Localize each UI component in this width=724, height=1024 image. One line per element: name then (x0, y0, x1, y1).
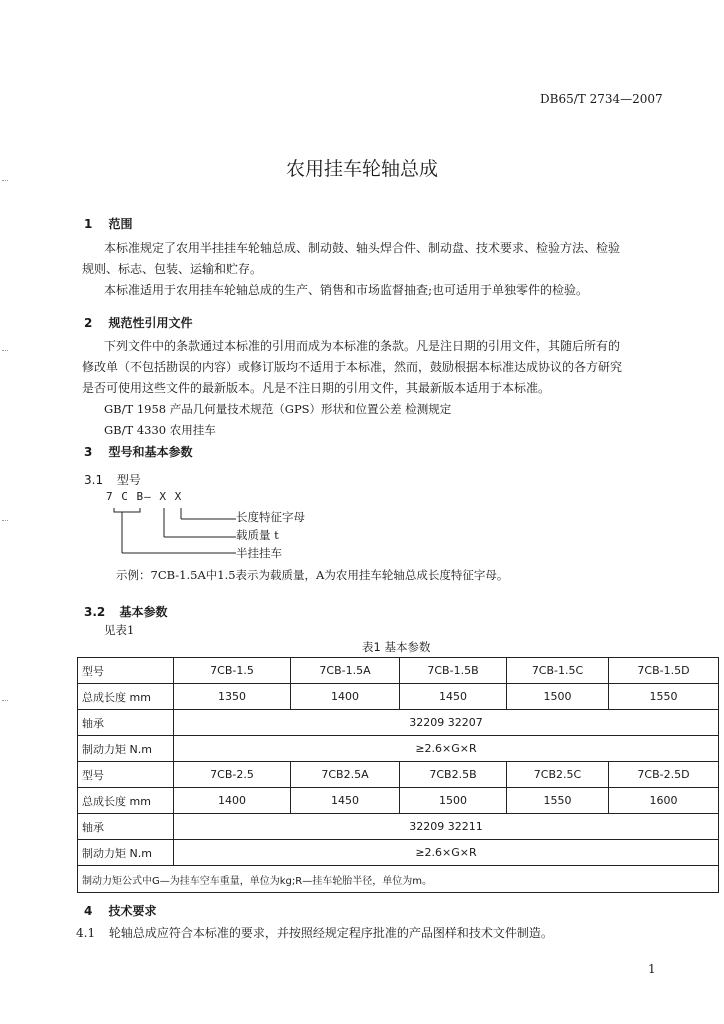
row-label-length: 总成长度 mm (78, 788, 174, 814)
table-cell-model: 7CB-1.5A (291, 658, 400, 684)
table-row (78, 840, 719, 866)
scan-edge-mark (2, 350, 8, 351)
scan-edge-mark (2, 520, 8, 521)
section-title: 型号和基本参数 (108, 445, 193, 459)
clause-text: 轮轴总成应符合本标准的要求，并按照经规定程序批准的产品图样和技术文件制造。 (108, 926, 553, 940)
table-cell-length: 1450 (291, 788, 400, 814)
table-cell-length: 1400 (174, 788, 291, 814)
section-title: 规范性引用文件 (108, 316, 193, 330)
table-cell-model: 7CB-1.5D (609, 658, 719, 684)
section-title: 范围 (108, 217, 133, 231)
table-row (78, 788, 719, 814)
table-row (78, 658, 719, 684)
section-number: 2 (84, 316, 93, 330)
subsection-3-2-heading (84, 603, 167, 620)
section-4-heading (84, 902, 157, 919)
paragraph-line: 是否可使用这些文件的最新版本。凡是不注日期的引用文件，其最新版本适用于本标准。 (82, 381, 551, 395)
table-note: 制动力矩公式中G—为挂车空车重量，单位为kg;R—挂车轮胎半径，单位为m。 (78, 866, 719, 893)
table-cell-model: 7CB-1.5 (174, 658, 291, 684)
subsection-number: 3.2 (84, 605, 106, 619)
table-cell-length: 1500 (400, 788, 507, 814)
clause-4-1 (76, 923, 553, 944)
subsection-number: 3.1 (84, 473, 104, 487)
table-cell-length: 1450 (400, 684, 507, 710)
row-label-length: 总成长度 mm (78, 684, 174, 710)
table-row (78, 814, 719, 840)
table-caption: 表1 基本参数 (362, 640, 431, 654)
see-table-text: 见表1 (104, 623, 135, 637)
code-label-length: 长度特征字母 (236, 510, 305, 524)
row-label-model: 型号 (78, 658, 174, 684)
row-label-bearing: 轴承 (78, 710, 174, 736)
table-cell-length: 1550 (507, 788, 609, 814)
reference-item: GB/T 4330 农用挂车 (104, 423, 216, 437)
table-cell-length: 1550 (609, 684, 719, 710)
document-id: DB65/T 2734—2007 (540, 92, 663, 106)
subsection-3-1-heading (84, 471, 141, 488)
table-cell-length: 1600 (609, 788, 719, 814)
table-row (78, 866, 719, 893)
clause-number: 4.1 (76, 926, 96, 940)
row-label-bearing: 轴承 (78, 814, 174, 840)
table-cell-model: 7CB2.5A (291, 762, 400, 788)
section-number: 4 (84, 904, 93, 918)
subsection-title: 基本参数 (119, 605, 168, 619)
table-cell-length: 1400 (291, 684, 400, 710)
subsection-title: 型号 (116, 473, 141, 487)
table-cell-bearing: 32209 32211 (174, 814, 719, 840)
table-cell-model: 7CB2.5C (507, 762, 609, 788)
table-cell-model: 7CB-2.5 (174, 762, 291, 788)
table-cell-model: 7CB-2.5D (609, 762, 719, 788)
table-cell-torque: ≥2.6×G×R (174, 840, 719, 866)
section-number: 1 (84, 217, 93, 231)
section-1-heading (84, 215, 133, 232)
code-label-semitrailer: 半挂挂车 (236, 546, 282, 560)
example-text: 示例：7CB-1.5A中1.5表示为载质量，A为农用挂车轮轴总成长度特征字母。 (116, 568, 509, 582)
table-row (78, 762, 719, 788)
section-2-heading (84, 314, 193, 331)
model-code: 7 C B— X X (106, 490, 183, 503)
paragraph-line: 下列文件中的条款通过本标准的引用而成为本标准的条款。凡是注日期的引用文件，其随后所有的 (104, 339, 621, 353)
code-label-load: 载质量 t (236, 528, 279, 542)
page-number: 1 (648, 962, 656, 976)
paragraph-line: 规则、标志、包装、运输和贮存。 (82, 262, 263, 276)
table-cell-model: 7CB2.5B (400, 762, 507, 788)
paragraph-line: 本标准规定了农用半挂挂车轮轴总成、制动鼓、轴头焊合件、制动盘、技术要求、检验方法、检验 (104, 241, 621, 255)
scan-edge-mark (2, 700, 8, 701)
row-label-torque: 制动力矩 N.m (78, 736, 174, 762)
row-label-model: 型号 (78, 762, 174, 788)
table-cell-length: 1500 (507, 684, 609, 710)
section-title: 技术要求 (108, 904, 157, 918)
table-row (78, 684, 719, 710)
table-cell-length: 1350 (174, 684, 291, 710)
page-title: 农用挂车轮轴总成 (285, 158, 438, 180)
section-number: 3 (84, 445, 93, 459)
section-3-heading (84, 443, 193, 460)
reference-item: GB/T 1958 产品几何量技术规范（GPS）形状和位置公差 检测规定 (104, 402, 452, 416)
paragraph-line: 修改单（不包括勘误的内容）或修订版均不适用于本标准，然而，鼓励根据本标准达成协议的各方研究 (82, 360, 623, 374)
table-cell-model: 7CB-1.5C (507, 658, 609, 684)
model-code-bracket-diagram (110, 505, 240, 557)
table-row (78, 710, 719, 736)
table-row (78, 736, 719, 762)
row-label-torque: 制动力矩 N.m (78, 840, 174, 866)
parameters-table (77, 657, 719, 893)
table-cell-model: 7CB-1.5B (400, 658, 507, 684)
table-cell-torque: ≥2.6×G×R (174, 736, 719, 762)
paragraph-line: 本标准适用于农用挂车轮轴总成的生产、销售和市场监督抽查;也可适用于单独零件的检验。 (104, 283, 589, 297)
table-cell-bearing: 32209 32207 (174, 710, 719, 736)
